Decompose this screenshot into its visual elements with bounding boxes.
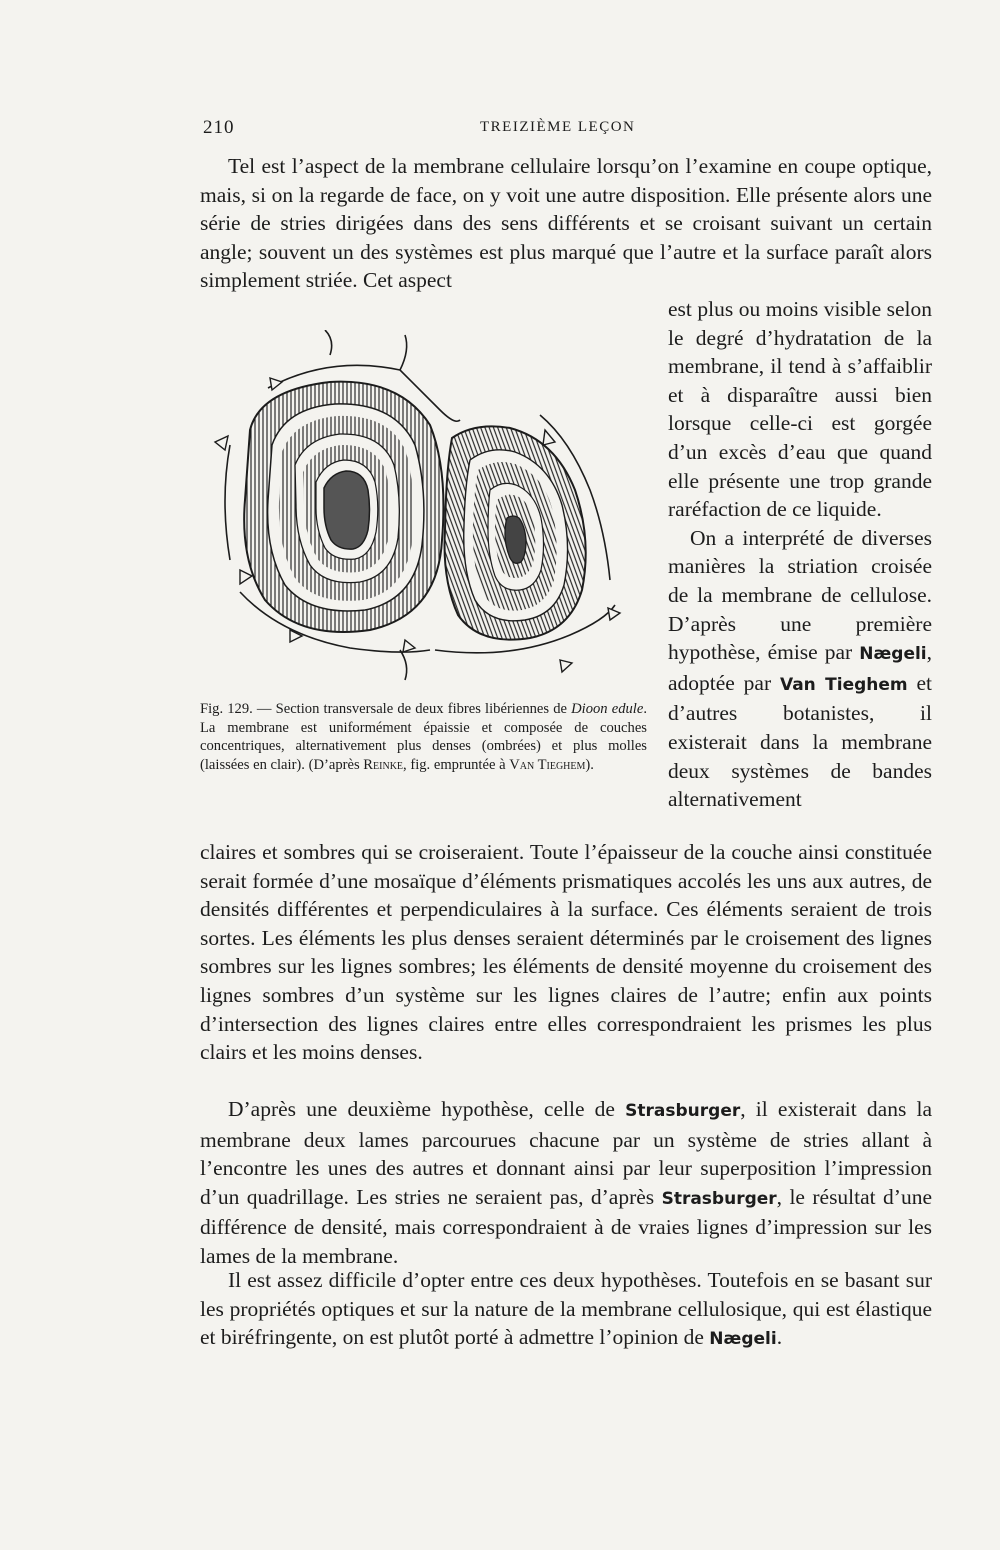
author-van-tieghem-caption: Van Tieghem [509, 756, 586, 773]
paragraph-1: Tel est l’aspect de la membrane cellulaire lorsqu’on l’examine en coupe optique, mais, si on la regarde de face, on y voit une autre disposition. Elle présente alors une série de stries dirigées dans des sens différents et se croisant suivant un certain angle; souvent un des systèmes est plus marqué que l’autre et la surface paraît alors simplement striée. Cet aspect [200, 154, 932, 293]
side-column-text [668, 295, 932, 814]
figure-caption: Fig. 129. — Section transversale de deux fibres libériennes de Dioon edule. La membrane est uniformément épaissie et composée de couches concentriques, alternativement plus denses (ombrées) et plus molles (laissées en clair). (D’après Reinke, fig. empruntée à Van Tieghem). [200, 701, 647, 773]
author-strasburger-2: Strasburger [661, 1188, 777, 1209]
author-naegeli: Nægeli [859, 644, 927, 665]
running-header: TREIZIÈME LEÇON [480, 119, 636, 135]
paragraph-3: D’après une deuxième hypothèse, celle de Strasburger, il existerait dans la membrane deux lames parcourues chacune par un système de stries allant à l’encontre les unes des autres et donnant ainsi par leur superposition l’impression d’un quadrillage. Les stries ne seraient pas, d’après Strasburger, le résultat d’une différence de densité, mais correspondraient à de vraies lignes d’impression sur les lames de la membrane. [200, 1097, 933, 1268]
figure-129-illustration [210, 330, 650, 685]
left-fiber [244, 382, 443, 632]
author-strasburger: Strasburger [625, 1101, 741, 1121]
page-number: 210 [203, 117, 235, 138]
species-name: Dioon edule [571, 701, 644, 717]
paragraph-2: claires et sombres qui se croiseraient. Toute l’épaisseur de la couche ainsi constituée serait formée d’une mosaïque d’éléments prismatiques accolés les uns aux autres, de densités différentes et perpendiculaires à la surface. Ces éléments seraient de trois sortes. Les éléments les plus denses seraient déterminés par le croisement des lignes sombres sur les lignes sombres; les éléments de densité moyenne du croisement des lignes sombres d’un système sur les lignes claires de l’autre; enfin aux points d’intersection des lignes claires entre elles correspondraient les prismes les plus clairs et les moins denses. [200, 840, 932, 1065]
paragraph-4: Il est assez difficile d’opter entre ces deux hypothèses. Toutefois en se basant sur les propriétés optiques et sur la nature de la membrane cellulosique, qui est élastique et biréfringente, on est plutôt porté à admettre l’opinion de Nægeli. [200, 1268, 932, 1350]
side-paragraph-b: On a interprété de diverses manières la striation croisée de la membrane de cellulose. D’après une première hypothèse, émise par Nægeli, adoptée par Van Tieghem et d’autres botanistes, il existerait dans la membrane deux systèmes de bandes alternativement [668, 525, 933, 812]
side-paragraph-a: est plus ou moins visible selon le degré d’hydratation de la membrane, il tend à s’affaiblir et à disparaître aussi bien lorsque celle-ci est gorgée d’un excès d’eau que quand elle présente une trop grande raréfaction de ce liquide. [668, 297, 932, 522]
author-naegeli-2: Nægeli [709, 1329, 777, 1350]
author-reinke: Reinke [363, 756, 404, 773]
right-fiber [445, 426, 586, 639]
author-van-tieghem: Van Tieghem [779, 674, 908, 695]
